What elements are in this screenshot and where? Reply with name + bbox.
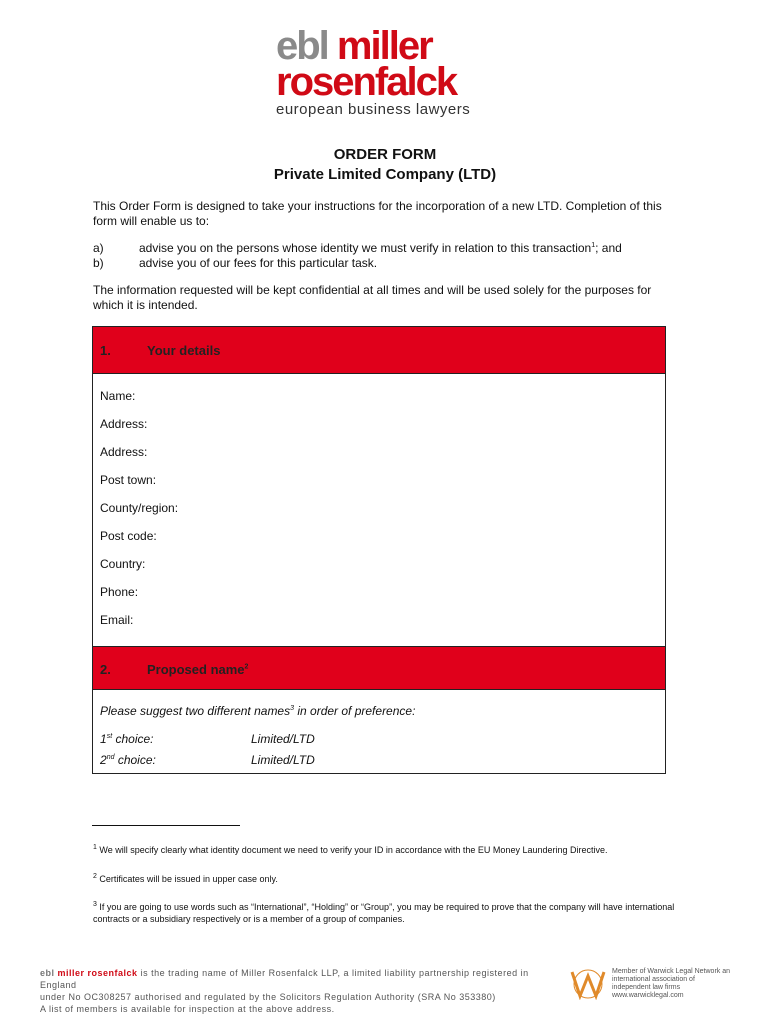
footnote-text: We will specify clearly what identity document we need to verify your ID in accordance with the EU Money Laundering Directive. bbox=[99, 845, 608, 855]
footnote-1 bbox=[93, 842, 683, 856]
form-title: ORDER FORM bbox=[333, 146, 437, 163]
address2-field-label: Address: bbox=[100, 445, 148, 459]
name-prompt bbox=[100, 704, 415, 718]
confidential-text: The information requested will be kept confidential at all times and will be used solely for the purposes for which it is intended. bbox=[93, 283, 652, 312]
footer-line-2: under No OC308257 authorised and regulated by the Solicitors Regulation Authority (SRA No 353380) bbox=[40, 992, 496, 1002]
address-field-label: Address: bbox=[100, 417, 148, 431]
section-header-proposed-name bbox=[93, 647, 665, 689]
footnote-number: 2 bbox=[93, 873, 97, 880]
list-tail: ; and bbox=[595, 241, 622, 255]
divider bbox=[93, 373, 665, 374]
intro-text: This Order Form is designed to take your instructions for the incorporation of a new LTD. Completion of this form will enable us to: bbox=[93, 199, 662, 228]
limited-suffix-1: Limited/LTD bbox=[251, 732, 315, 746]
warwick-legal-logo-icon bbox=[570, 968, 606, 1000]
company-logo bbox=[276, 24, 496, 118]
footnote-2 bbox=[93, 871, 683, 885]
ordinal-suffix: nd bbox=[106, 754, 115, 761]
post-town-field-label: Post town: bbox=[100, 473, 157, 487]
section-label: Proposed name bbox=[147, 662, 245, 677]
second-choice-label bbox=[100, 753, 156, 767]
country-field-label: Country: bbox=[100, 557, 146, 571]
footnote-3 bbox=[93, 899, 683, 925]
footer-brand-name: miller rosenfalck bbox=[57, 968, 138, 978]
phone-field-label: Phone: bbox=[100, 585, 139, 599]
footnote-number: 3 bbox=[93, 901, 97, 908]
prompt-text: Please suggest two different names bbox=[100, 704, 291, 718]
choice-number: 1 bbox=[100, 732, 107, 746]
logo-rosenfalck: rosenfalck bbox=[276, 60, 457, 104]
page-footer bbox=[40, 967, 550, 1015]
footnote-ref: 2 bbox=[244, 663, 249, 671]
first-choice-label bbox=[100, 732, 154, 746]
footnote-ref: 3 bbox=[290, 705, 295, 712]
order-form-table bbox=[92, 326, 666, 774]
footer-line-1: is the trading name of Miller Rosenfalck LLP, a limited liability partnership registered in England bbox=[40, 968, 529, 990]
form-subtitle: Private Limited Company (LTD) bbox=[273, 166, 497, 183]
logo-miller: miller bbox=[336, 24, 432, 68]
ordinal-suffix: st bbox=[106, 733, 113, 740]
name-field-label: Name: bbox=[100, 389, 136, 403]
list-letter: b) bbox=[93, 256, 104, 270]
footer-line-3: A list of members is available for inspection at the above address. bbox=[40, 1004, 335, 1014]
network-membership-text: Member of Warwick Legal Network an international association of independent law firms www.warwicklegal.com bbox=[612, 968, 731, 999]
list-text: advise you on the persons whose identity we must verify in relation to this transaction bbox=[139, 241, 592, 255]
prompt-text-tail: in order of preference: bbox=[294, 704, 416, 718]
list-letter: a) bbox=[93, 241, 104, 255]
divider bbox=[93, 689, 665, 690]
post-code-field-label: Post code: bbox=[100, 529, 157, 543]
choice-text: choice: bbox=[114, 753, 156, 767]
logo-tagline: european business lawyers bbox=[276, 101, 471, 118]
footnote-separator bbox=[92, 825, 240, 826]
footnote-number: 1 bbox=[93, 844, 97, 851]
footnote-text: Certificates will be issued in upper case only. bbox=[99, 874, 278, 884]
email-field-label: Email: bbox=[100, 613, 134, 627]
list-text: advise you of our fees for this particular task. bbox=[139, 256, 378, 270]
section-number: 2. bbox=[100, 662, 111, 677]
choice-text: choice: bbox=[112, 732, 154, 746]
footer-brand-ebl: ebl bbox=[40, 968, 55, 978]
footnote-text: If you are going to use words such as “International”, “Holding” or “Group”, you may be required to prove that the company will have international contracts or a subsidiary respectively or is a member of a group of companies. bbox=[93, 902, 675, 924]
county-field-label: County/region: bbox=[100, 501, 179, 515]
choice-number: 2 bbox=[100, 753, 107, 767]
limited-suffix-2: Limited/LTD bbox=[251, 753, 315, 767]
section-number: 1. bbox=[100, 343, 111, 358]
section-label: Your details bbox=[147, 343, 221, 358]
section-header-your-details bbox=[93, 327, 665, 373]
footnote-ref: 1 bbox=[591, 242, 596, 249]
logo-ebl: ebl bbox=[276, 24, 328, 68]
